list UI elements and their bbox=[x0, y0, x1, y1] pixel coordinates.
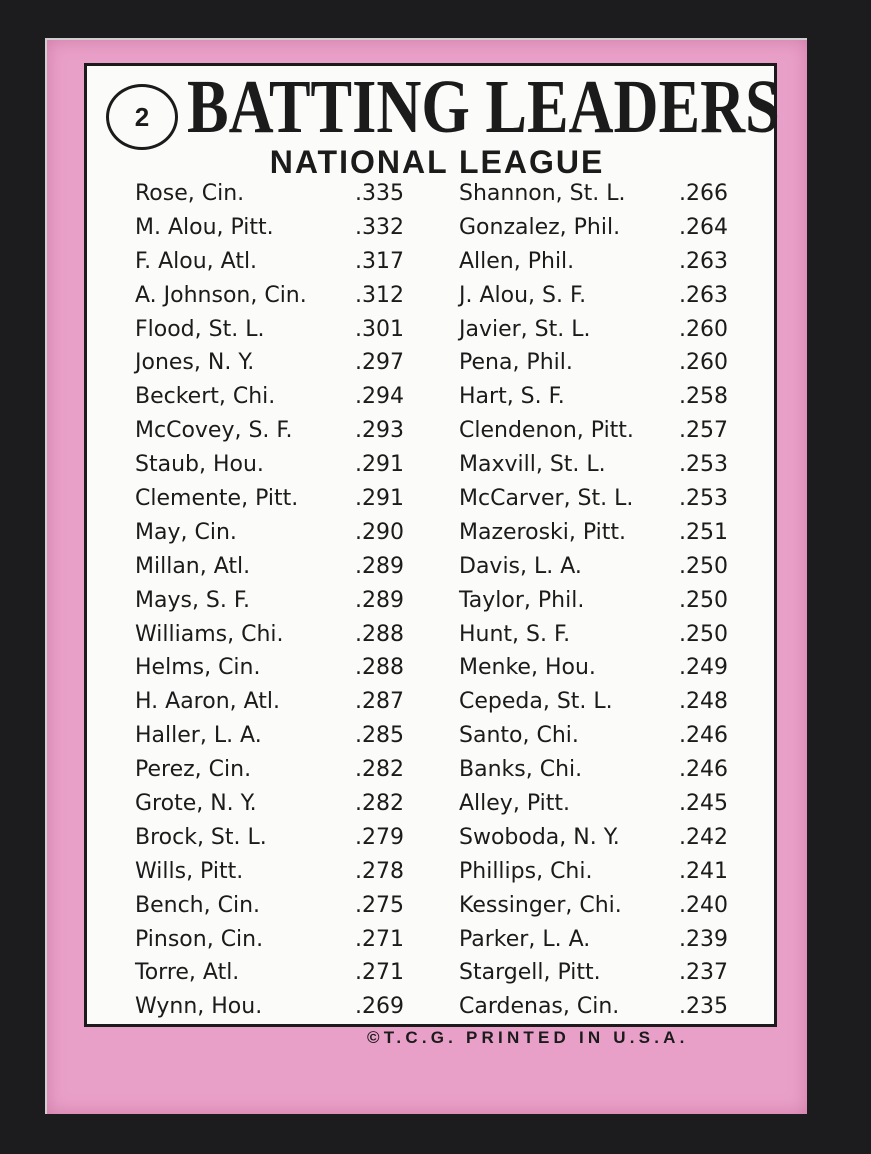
batting-average: .260 bbox=[679, 316, 728, 342]
batting-average: .279 bbox=[355, 824, 404, 850]
batting-average: .260 bbox=[679, 350, 728, 376]
leader-row bbox=[459, 211, 769, 245]
leader-row bbox=[459, 313, 769, 347]
batting-average: .263 bbox=[679, 282, 728, 308]
card-title: BATTING LEADERS bbox=[187, 65, 780, 149]
player-name: Perez, Cin. bbox=[135, 757, 252, 783]
player-name: Wills, Pitt. bbox=[135, 858, 244, 884]
batting-average: .290 bbox=[355, 519, 404, 545]
batting-average: .271 bbox=[355, 960, 404, 986]
batting-average: .301 bbox=[355, 316, 404, 342]
batting-average: .293 bbox=[355, 418, 404, 444]
player-name: Beckert, Chi. bbox=[135, 384, 276, 410]
leader-row bbox=[459, 177, 769, 211]
batting-average: .264 bbox=[679, 214, 728, 240]
batting-average: .253 bbox=[679, 452, 728, 478]
batting-average: .287 bbox=[355, 689, 404, 715]
leader-row bbox=[135, 313, 445, 347]
batting-average: .249 bbox=[679, 655, 728, 681]
leader-row bbox=[459, 245, 769, 279]
player-name: Taylor, Phil. bbox=[459, 587, 585, 613]
leader-row bbox=[135, 753, 445, 787]
batting-average: .240 bbox=[679, 892, 728, 918]
player-name: Menke, Hou. bbox=[459, 655, 596, 681]
player-name: Maxvill, St. L. bbox=[459, 452, 606, 478]
batting-average: .291 bbox=[355, 452, 404, 478]
leader-row bbox=[135, 414, 445, 448]
player-name: M. Alou, Pitt. bbox=[135, 214, 274, 240]
leader-row bbox=[459, 753, 769, 787]
batting-average: .248 bbox=[679, 689, 728, 715]
leader-row bbox=[135, 211, 445, 245]
player-name: Haller, L. A. bbox=[135, 723, 262, 749]
player-name: Rose, Cin. bbox=[135, 181, 245, 206]
player-name: Gonzalez, Phil. bbox=[459, 214, 621, 240]
leader-row bbox=[135, 177, 445, 211]
player-name: Alley, Pitt. bbox=[459, 791, 570, 817]
player-name: Pinson, Cin. bbox=[135, 926, 264, 952]
player-name: Wynn, Hou. bbox=[135, 994, 263, 1020]
leader-row bbox=[459, 719, 769, 753]
player-name: Cepeda, St. L. bbox=[459, 689, 613, 715]
copyright-footer: ©T.C.G. PRINTED IN U.S.A. bbox=[367, 1028, 689, 1047]
batting-average: .282 bbox=[355, 791, 404, 817]
leader-row bbox=[135, 855, 445, 889]
player-name: Brock, St. L. bbox=[135, 824, 267, 850]
player-name: Cardenas, Cin. bbox=[459, 994, 620, 1020]
batting-average: .253 bbox=[679, 486, 728, 512]
leader-row bbox=[459, 685, 769, 719]
leader-row bbox=[135, 618, 445, 652]
batting-average: .237 bbox=[679, 960, 728, 986]
player-name: Parker, L. A. bbox=[459, 926, 591, 952]
leader-row bbox=[135, 279, 445, 313]
batting-average: .241 bbox=[679, 858, 728, 884]
leader-row bbox=[135, 923, 445, 957]
player-name: Swoboda, N. Y. bbox=[459, 824, 620, 850]
baseball-card-back bbox=[45, 38, 807, 1114]
player-name: Clendenon, Pitt. bbox=[459, 418, 634, 444]
player-name: Pena, Phil. bbox=[459, 350, 573, 376]
batting-average: .335 bbox=[355, 181, 404, 206]
leader-row bbox=[459, 923, 769, 957]
batting-average: .246 bbox=[679, 723, 728, 749]
batting-average: .242 bbox=[679, 824, 728, 850]
player-name: Hunt, S. F. bbox=[459, 621, 571, 647]
player-name: Williams, Chi. bbox=[135, 621, 284, 647]
leader-row bbox=[135, 787, 445, 821]
leader-row bbox=[135, 448, 445, 482]
leaders-column-right bbox=[459, 177, 769, 1024]
leaders-column-left bbox=[135, 177, 445, 1024]
player-name: Davis, L. A. bbox=[459, 553, 582, 579]
player-name: Torre, Atl. bbox=[135, 960, 240, 986]
player-name: McCovey, S. F. bbox=[135, 418, 293, 444]
player-name: McCarver, St. L. bbox=[459, 486, 634, 512]
batting-average: .317 bbox=[355, 248, 404, 274]
batting-average: .250 bbox=[679, 587, 728, 613]
player-name: Kessinger, Chi. bbox=[459, 892, 622, 918]
leader-row bbox=[459, 584, 769, 618]
leader-row bbox=[459, 414, 769, 448]
batting-average: .263 bbox=[679, 248, 728, 274]
leader-row bbox=[135, 990, 445, 1024]
batting-average: .291 bbox=[355, 486, 404, 512]
leader-row bbox=[135, 889, 445, 923]
player-name: H. Aaron, Atl. bbox=[135, 689, 281, 715]
player-name: Javier, St. L. bbox=[459, 316, 591, 342]
player-name: F. Alou, Atl. bbox=[135, 248, 258, 274]
batting-average: .288 bbox=[355, 655, 404, 681]
leader-row bbox=[459, 279, 769, 313]
player-name: Mays, S. F. bbox=[135, 587, 250, 613]
batting-average: .297 bbox=[355, 350, 404, 376]
batting-average: .312 bbox=[355, 282, 404, 308]
batting-average: .275 bbox=[355, 892, 404, 918]
player-name: Bench, Cin. bbox=[135, 892, 261, 918]
player-name: Shannon, St. L. bbox=[459, 181, 626, 206]
batting-average: .250 bbox=[679, 621, 728, 647]
leader-row bbox=[135, 516, 445, 550]
leader-row bbox=[135, 482, 445, 516]
leader-row bbox=[135, 584, 445, 618]
batting-average: .250 bbox=[679, 553, 728, 579]
leader-row bbox=[459, 889, 769, 923]
league-subtitle: NATIONAL LEAGUE bbox=[269, 144, 605, 180]
player-name: Clemente, Pitt. bbox=[135, 486, 299, 512]
player-name: Banks, Chi. bbox=[459, 757, 583, 783]
leader-row bbox=[135, 380, 445, 414]
leader-row bbox=[135, 956, 445, 990]
player-name: Mazeroski, Pitt. bbox=[459, 519, 627, 545]
player-name: Flood, St. L. bbox=[135, 316, 265, 342]
leader-row bbox=[459, 550, 769, 584]
leader-row bbox=[135, 245, 445, 279]
batting-average: .282 bbox=[355, 757, 404, 783]
batting-average: .269 bbox=[355, 994, 404, 1020]
batting-average: .245 bbox=[679, 791, 728, 817]
batting-average: .289 bbox=[355, 587, 404, 613]
player-name: A. Johnson, Cin. bbox=[135, 282, 307, 308]
player-name: Millan, Atl. bbox=[135, 553, 251, 579]
leader-row bbox=[459, 482, 769, 516]
batting-average: .246 bbox=[679, 757, 728, 783]
batting-average: .235 bbox=[679, 994, 728, 1020]
card-number-badge: 2 bbox=[106, 84, 178, 150]
player-name: Santo, Chi. bbox=[459, 723, 579, 749]
batting-average: .332 bbox=[355, 214, 404, 240]
leader-row bbox=[459, 855, 769, 889]
batting-average: .294 bbox=[355, 384, 404, 410]
player-name: J. Alou, S. F. bbox=[459, 282, 587, 308]
batting-average: .271 bbox=[355, 926, 404, 952]
leader-row bbox=[459, 821, 769, 855]
player-name: Helms, Cin. bbox=[135, 655, 261, 681]
player-name: Allen, Phil. bbox=[459, 248, 575, 274]
stats-panel bbox=[84, 63, 780, 1027]
player-name: Staub, Hou. bbox=[135, 452, 264, 478]
leader-row bbox=[135, 651, 445, 685]
batting-average: .289 bbox=[355, 553, 404, 579]
leader-row bbox=[135, 685, 445, 719]
leader-row bbox=[459, 651, 769, 685]
batting-average: .251 bbox=[679, 519, 728, 545]
leader-row bbox=[459, 618, 769, 652]
leader-row bbox=[135, 821, 445, 855]
batting-average: .258 bbox=[679, 384, 728, 410]
batting-average: .257 bbox=[679, 418, 728, 444]
player-name: Jones, N. Y. bbox=[135, 350, 255, 376]
leader-row bbox=[459, 990, 769, 1024]
batting-average: .288 bbox=[355, 621, 404, 647]
leader-row bbox=[135, 346, 445, 380]
player-name: May, Cin. bbox=[135, 519, 237, 545]
batting-average: .266 bbox=[679, 181, 728, 206]
leader-row bbox=[459, 787, 769, 821]
leader-row bbox=[135, 719, 445, 753]
batting-average: .285 bbox=[355, 723, 404, 749]
player-name: Phillips, Chi. bbox=[459, 858, 593, 884]
leader-row bbox=[459, 346, 769, 380]
batting-average: .239 bbox=[679, 926, 728, 952]
batting-average: .278 bbox=[355, 858, 404, 884]
player-name: Hart, S. F. bbox=[459, 384, 565, 410]
leader-row bbox=[135, 550, 445, 584]
leader-row bbox=[459, 516, 769, 550]
player-name: Stargell, Pitt. bbox=[459, 960, 601, 986]
leader-row bbox=[459, 380, 769, 414]
leader-row bbox=[459, 956, 769, 990]
leader-row bbox=[459, 448, 769, 482]
player-name: Grote, N. Y. bbox=[135, 791, 257, 817]
